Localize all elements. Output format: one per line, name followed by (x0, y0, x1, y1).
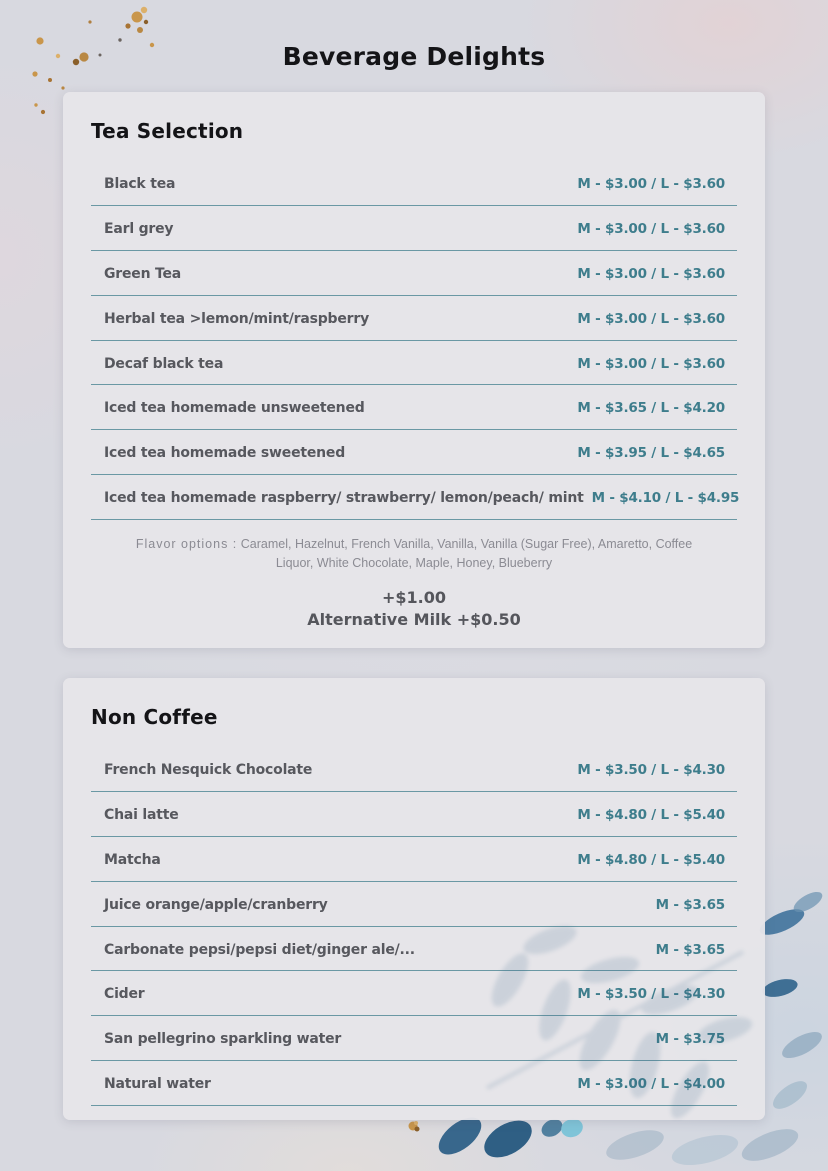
menu-item-price: M - $3.65 (655, 941, 725, 958)
menu-item-price: M - $3.65 (655, 896, 725, 913)
menu-item-price: M - $4.80 / L - $5.40 (577, 851, 725, 868)
tea-items-list (91, 161, 740, 520)
flavor-options-line1: Caramel, Hazelnut, French Vanilla, Vanilla, Vanilla (Sugar Free), (240, 537, 596, 552)
menu-item-name: Cider (104, 986, 145, 1003)
page-title: Beverage Delights (282, 42, 546, 71)
flavor-options-label: Flavor options : (135, 537, 238, 552)
menu-item-row (91, 385, 737, 430)
menu-item-row (91, 792, 737, 837)
menu-item-row (91, 747, 737, 792)
menu-item-name: Matcha (104, 851, 161, 868)
menu-item-price: M - $4.10 / L - $4.95 (591, 490, 740, 507)
menu-item-price: M - $4.80 / L - $5.40 (577, 806, 725, 823)
alternative-milk-note: Alternative Milk +$0.50 (307, 610, 521, 630)
menu-item-row (91, 161, 737, 206)
gold-fleck-decoration (405, 1117, 425, 1137)
section-card-tea-selection (63, 92, 765, 648)
menu-item-row (91, 927, 737, 972)
menu-item-row (91, 206, 737, 251)
menu-item-price: M - $3.50 / L - $4.30 (577, 761, 725, 778)
menu-item-price: M - $3.50 / L - $4.30 (577, 986, 725, 1003)
menu-item-price: M - $3.00 / L - $3.60 (577, 265, 725, 282)
menu-item-row (91, 837, 737, 882)
menu-item-row (91, 296, 737, 341)
menu-item-name: Earl grey (104, 220, 174, 237)
menu-item-row (91, 251, 737, 296)
menu-item-name: Green Tea (104, 265, 182, 282)
menu-item-price: M - $3.00 / L - $3.60 (577, 220, 725, 237)
menu-item-price: M - $3.65 / L - $4.20 (577, 400, 725, 417)
menu-item-name: Iced tea homemade raspberry/ strawberry/ lemon/peach/ mint (104, 490, 584, 507)
flavor-surcharge: +$1.00 (381, 588, 446, 608)
menu-item-name: Black tea (104, 175, 176, 192)
menu-item-price: M - $3.00 / L - $3.60 (577, 310, 725, 327)
menu-item-price: M - $3.00 / L - $3.60 (577, 175, 725, 192)
menu-item-row (91, 1061, 737, 1106)
menu-item-name: Iced tea homemade sweetened (104, 445, 346, 462)
menu-item-name: Iced tea homemade unsweetened (104, 400, 365, 417)
menu-item-price: M - $3.00 / L - $3.60 (577, 355, 725, 372)
section-title-tea: Tea Selection (91, 119, 244, 143)
menu-item-name: French Nesquick Chocolate (104, 761, 313, 778)
section-card-non-coffee (63, 678, 765, 1120)
menu-item-price: M - $3.75 (655, 1031, 725, 1048)
flavor-options-note (63, 535, 765, 573)
menu-item-name: San pellegrino sparkling water (104, 1031, 342, 1048)
flavor-options-line2: Amaretto, Coffee Liquor, White Chocolate, Maple, Honey, Blueberry (275, 537, 693, 571)
menu-item-row (91, 475, 740, 520)
menu-item-name: Herbal tea >lemon/mint/raspberry (104, 310, 369, 327)
menu-item-row (91, 1016, 737, 1061)
section-title-non-coffee: Non Coffee (91, 705, 218, 729)
menu-item-row (91, 341, 737, 386)
menu-item-name: Chai latte (104, 806, 179, 823)
menu-item-name: Natural water (104, 1076, 211, 1093)
menu-item-price: M - $3.95 / L - $4.65 (577, 445, 725, 462)
menu-item-name: Juice orange/apple/cranberry (104, 896, 328, 913)
non-coffee-items-list (91, 747, 737, 1106)
menu-item-name: Carbonate pepsi/pepsi diet/ginger ale/... (104, 941, 415, 958)
menu-item-row (91, 882, 737, 927)
menu-item-row (91, 971, 737, 1016)
menu-item-row (91, 430, 737, 475)
menu-item-name: Decaf black tea (104, 355, 224, 372)
menu-item-price: M - $3.00 / L - $4.00 (577, 1076, 725, 1093)
